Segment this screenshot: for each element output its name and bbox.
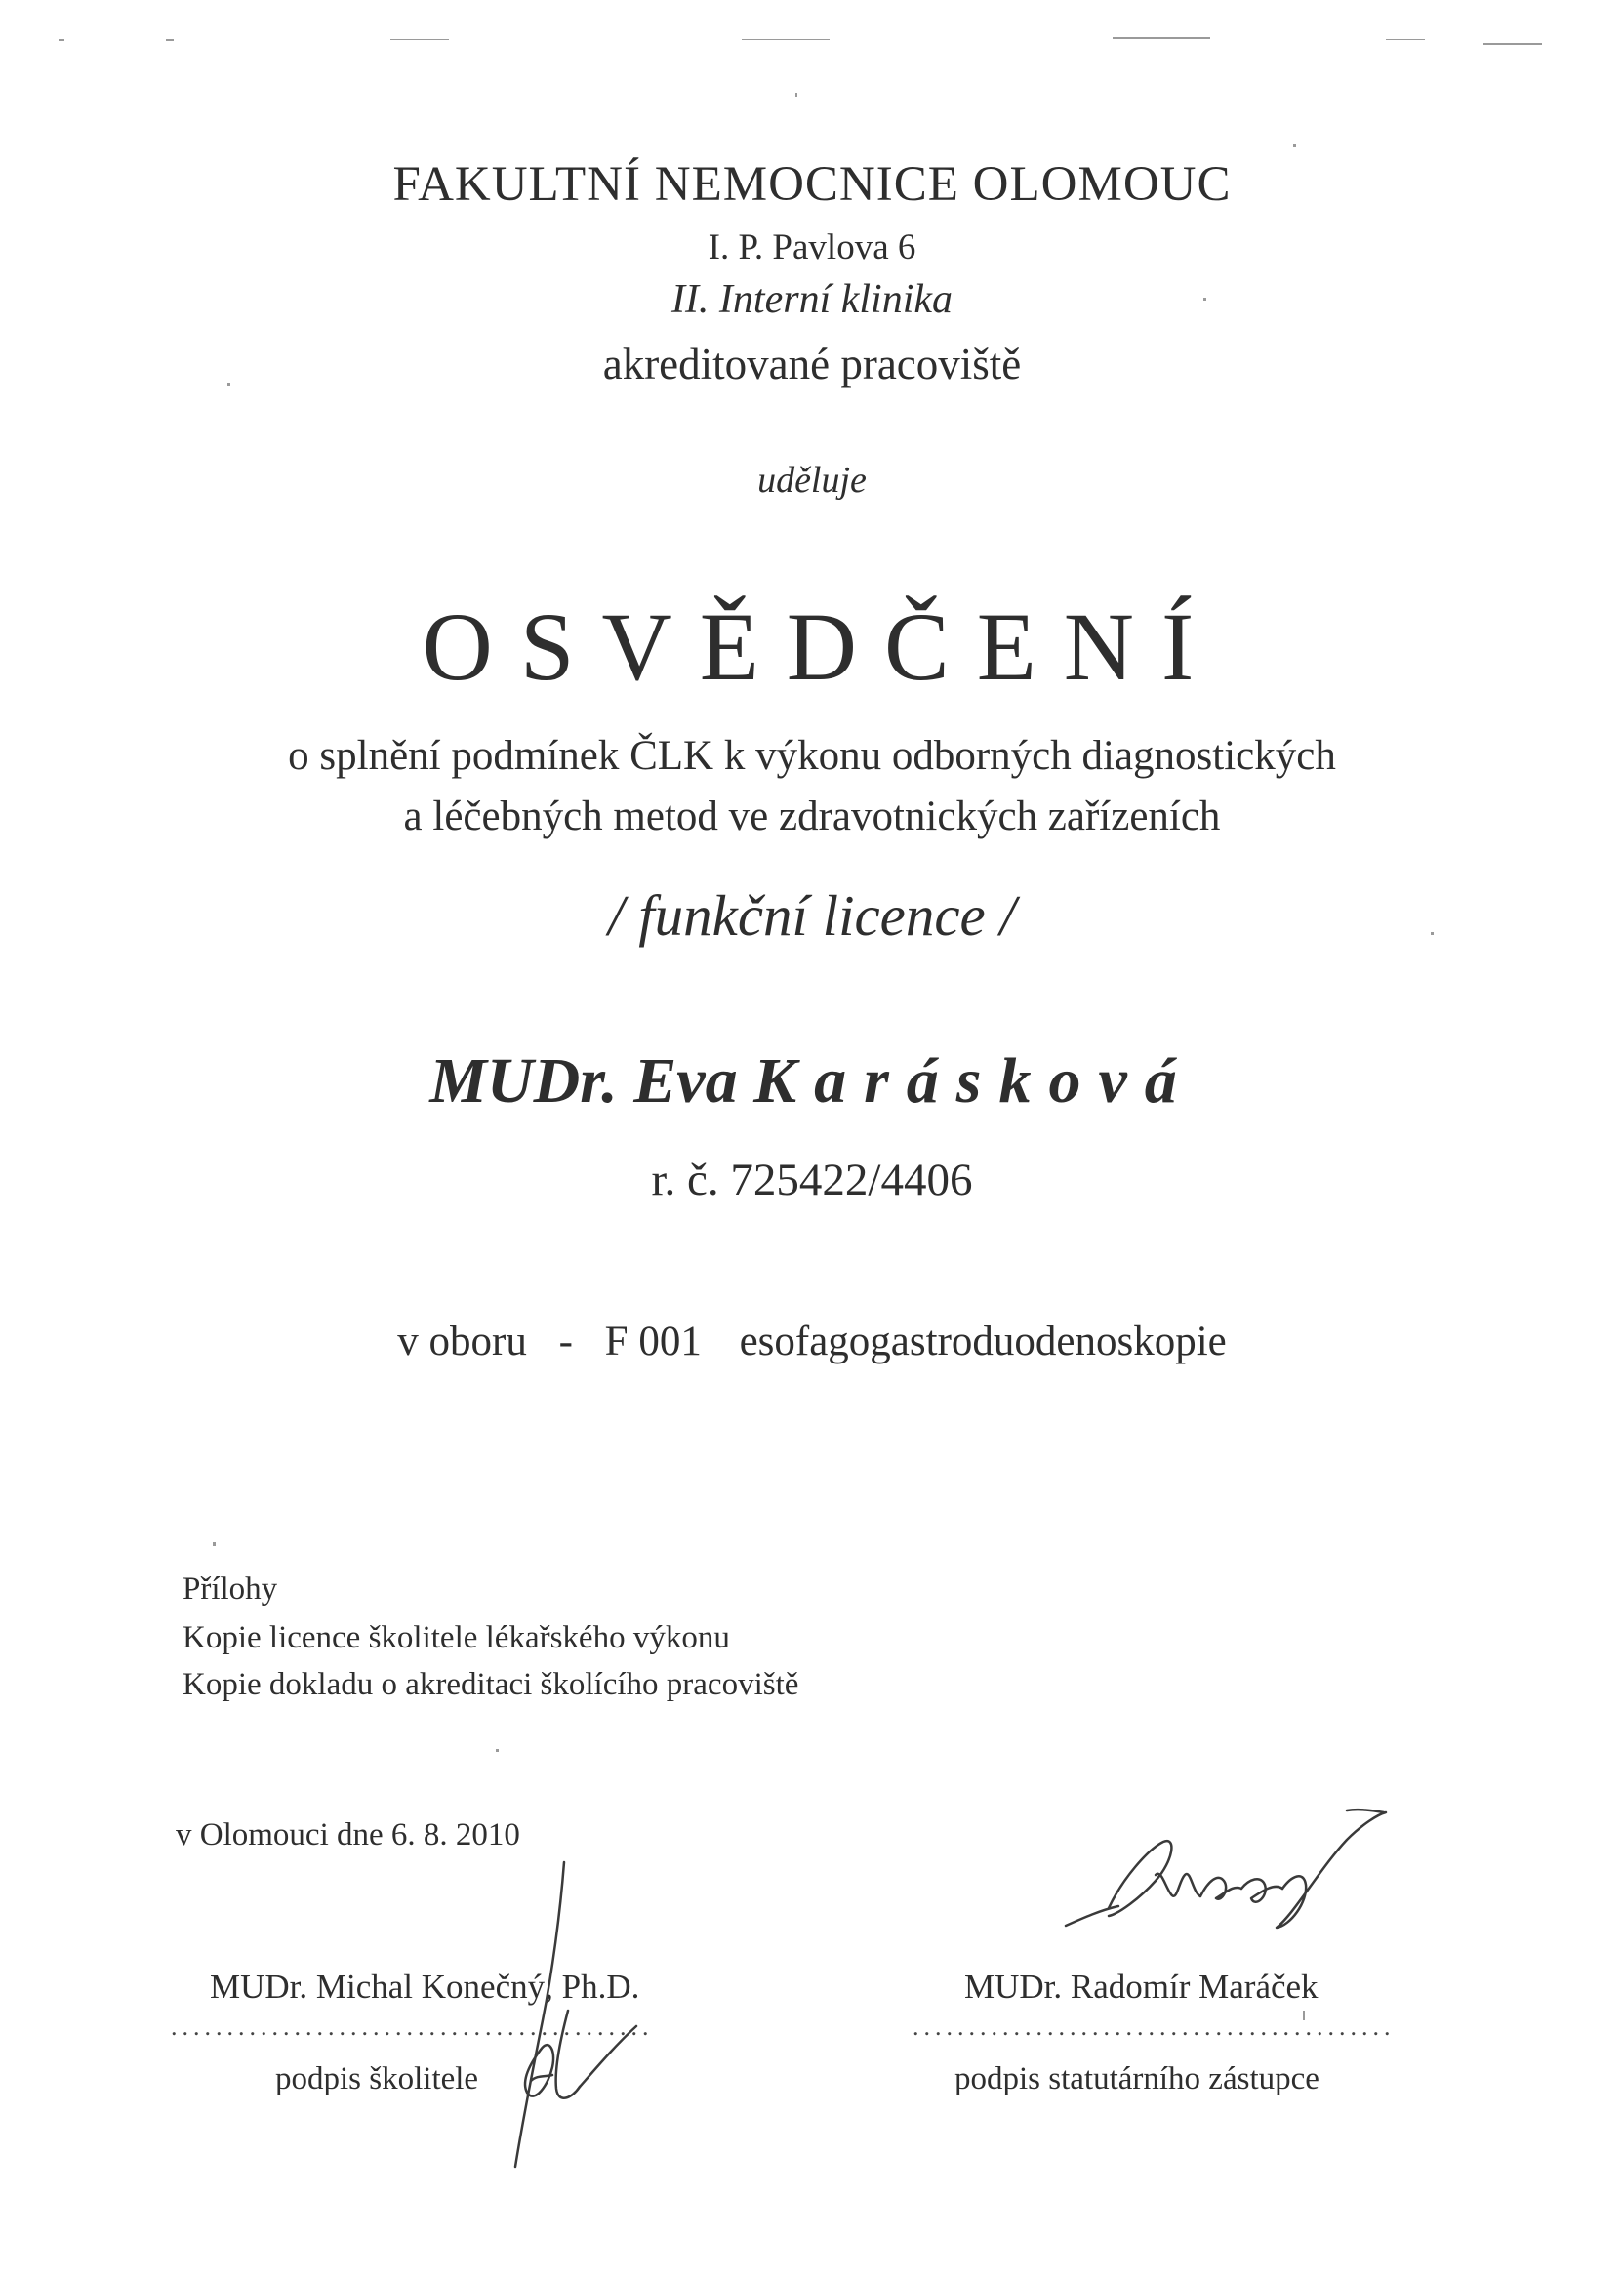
- field-of-practice: [0, 1318, 1624, 1365]
- recipient-name: [0, 1044, 1624, 1119]
- field-name: esofagogastroduodenoskopie: [739, 1319, 1227, 1364]
- attachments-heading: Přílohy: [183, 1571, 278, 1607]
- department-name: II. Interní klinika: [670, 277, 954, 322]
- licence-type: / funkční licence /: [608, 883, 1016, 948]
- accreditation-note: akreditované pracoviště: [602, 340, 1022, 388]
- trainer-handwritten-signature: [459, 1854, 673, 2176]
- representative-handwritten-signature: [1054, 1801, 1396, 1947]
- recipient-prefix: MUDr. Eva: [429, 1045, 738, 1117]
- trainer-signature-line: ...........................................: [171, 2013, 654, 2041]
- representative-signature-caption: podpis statutárního zástupce: [954, 2061, 1320, 2096]
- recipient-surname: Karásková: [753, 1045, 1195, 1117]
- institution-address: I. P. Pavlova 6: [708, 227, 916, 267]
- description-line-1: o splnění podmínek ČLK k výkonu odborných diagnostických: [288, 733, 1336, 779]
- place-and-date: v Olomouci dne 6. 8. 2010: [176, 1817, 520, 1852]
- attachment-item: Kopie licence školitele lékařského výkonu: [183, 1620, 730, 1655]
- trainer-name: MUDr. Michal Konečný, Ph.D.: [210, 1968, 640, 2006]
- description-line-2: a léčebných metod ve zdravotnických zařízeních: [403, 793, 1221, 839]
- representative-name: MUDr. Radomír Maráček: [964, 1968, 1319, 2006]
- field-code: F 001: [604, 1319, 702, 1364]
- field-prefix: v oboru: [397, 1319, 527, 1364]
- representative-signature-line: ...........................................: [913, 2013, 1396, 2041]
- grant-phrase: uděluje: [757, 460, 867, 501]
- birth-number: r. č. 725422/4406: [651, 1155, 973, 1205]
- field-dash: -: [558, 1319, 573, 1364]
- document-title: OSVĚDČENÍ: [422, 592, 1222, 701]
- institution-name: FAKULTNÍ NEMOCNICE OLOMOUC: [392, 157, 1232, 212]
- trainer-signature-caption: podpis školitele: [275, 2061, 479, 2096]
- attachment-item: Kopie dokladu o akreditaci školícího pracoviště: [183, 1667, 799, 1702]
